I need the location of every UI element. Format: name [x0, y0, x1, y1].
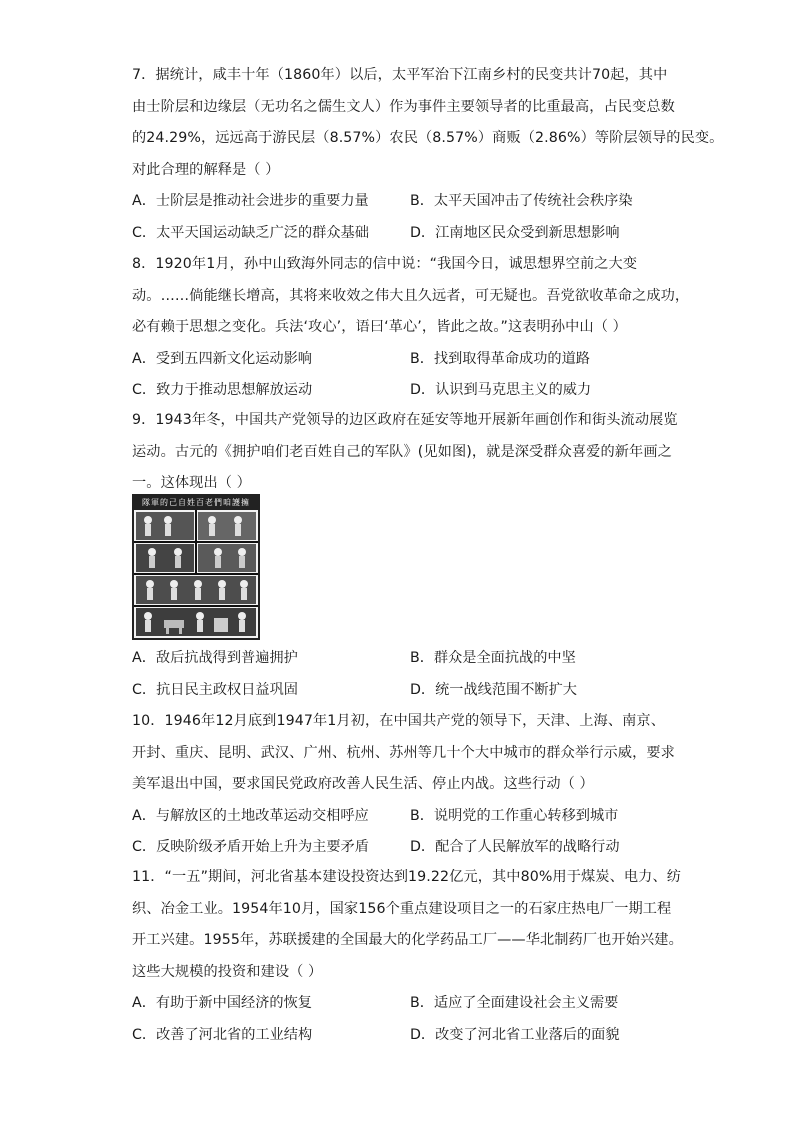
question-11-options-row-1	[132, 988, 692, 1020]
question-10-option-d[interactable]: D．配合了人民解放军的战略行动	[410, 839, 620, 855]
question-8-line-3: 必有赖于思想之变化。兵法‘攻心’，语曰‘革心’，皆此之故。”这表明孙中山（ ）	[132, 319, 627, 335]
question-7-line-1: 7．据统计，咸丰十年（1860年）以后，太平军治下江南乡村的民变共计70起，其中	[132, 67, 668, 83]
question-9-line-3: 一。这体现出（ ）	[132, 475, 251, 491]
question-9-option-a[interactable]: A．敌后抗战得到普遍拥护	[132, 650, 298, 666]
question-8	[132, 249, 692, 407]
question-11-line-2: 织、冶金工业。1954年10月，国家156个重点建设项目之一的石家庄热电厂一期工程	[132, 900, 672, 917]
question-9-option-d[interactable]: D．统一战线范围不断扩大	[410, 681, 577, 698]
question-7	[132, 60, 724, 249]
question-11-option-c[interactable]: C．改善了河北省的工业结构	[132, 1026, 313, 1043]
question-8-line-2: 动。……倘能继长增高，其将来收效之伟大且久远者，可无疑也。吾党欲收革命之成功，	[132, 287, 690, 304]
question-10	[132, 706, 692, 864]
question-10-line-2: 开封、重庆、昆明、武汉、广州、杭州、苏州等几十个大中城市的群众举行示威，要求	[132, 744, 675, 761]
question-9-line-1: 9．1943年冬，中国共产党领导的边区政府在延安等地开展新年画创作和街头流动展览	[132, 412, 678, 428]
question-7-option-c[interactable]: C．太平天国运动缺乏广泛的群众基础	[132, 224, 369, 241]
question-9	[132, 405, 692, 500]
question-9-options	[132, 643, 692, 706]
question-7-option-b[interactable]: B．太平天国冲击了传统社会秩序染	[410, 193, 633, 209]
question-11-option-b[interactable]: B．适应了全面建设社会主义需要	[410, 995, 619, 1011]
question-8-options-row-1	[132, 344, 692, 376]
question-10-options-row-1	[132, 801, 692, 833]
question-8-line-1: 8．1920年1月，孙中山致海外同志的信中说：“我国今日，诚思想界空前之大变	[132, 256, 638, 272]
question-8-option-d[interactable]: D．认识到马克思主义的威力	[410, 382, 592, 398]
question-10-line-3: 美军退出中国，要求国民党政府改善人民生活、停止内战。这些行动（ ）	[132, 776, 594, 792]
question-11-options-row-2	[132, 1020, 692, 1052]
question-8-option-b[interactable]: B．找到取得革命成功的道路	[410, 350, 590, 367]
question-7-line-2: 由士阶层和边缘层（无功名之儒生文人）作为事件主要领导者的比重最高，占民变总数	[132, 98, 675, 115]
question-10-options-row-2	[132, 832, 692, 864]
question-7-options-row-1	[132, 186, 692, 218]
question-7-line-4: 对此合理的解释是（ ）	[132, 161, 280, 178]
question-9-option-b[interactable]: B．群众是全面抗战的中坚	[410, 650, 576, 666]
question-8-option-a[interactable]: A．受到五四新文化运动影响	[132, 350, 312, 367]
question-9-options-row-2	[132, 675, 692, 707]
question-11-option-d[interactable]: D．改变了河北省工业落后的面貌	[410, 1026, 620, 1043]
question-11-line-3: 开工兴建。1955年，苏联援建的全国最大的化学药品工厂——华北制药厂也开始兴建。	[132, 932, 683, 948]
question-7-option-d[interactable]: D．江南地区民众受到新思想影响	[410, 224, 620, 241]
question-8-options-row-2	[132, 375, 692, 407]
question-9-options-row-1	[132, 643, 692, 675]
question-8-option-c[interactable]: C．致力于推动思想解放运动	[132, 382, 313, 398]
question-11	[132, 862, 692, 1051]
woodcut-new-year-print-icon	[132, 494, 260, 640]
question-10-option-a[interactable]: A．与解放区的土地改革运动交相呼应	[132, 807, 369, 824]
question-10-option-b[interactable]: B．说明党的工作重心转移到城市	[410, 807, 619, 824]
woodcut-panels	[134, 510, 258, 638]
question-9-option-c[interactable]: C．抗日民主政权日益巩固	[132, 681, 298, 698]
question-9-line-2: 运动。古元的《拥护咱们老百姓自己的军队》(见如图)，就是深受群众喜爱的新年画之	[132, 443, 672, 460]
question-7-options-row-2	[132, 218, 692, 250]
figure-banner: 隊軍的己自姓百老們咱護擁	[134, 496, 258, 510]
question-7-option-a[interactable]: A．士阶层是推动社会进步的重要力量	[132, 193, 369, 209]
question-11-line-4: 这些大规模的投资和建设（ ）	[132, 963, 323, 980]
question-10-line-1: 10．1946年12月底到1947年1月初，在中国共产党的领导下，天津、上海、南京、	[132, 713, 665, 729]
question-7-line-3: 的24.29%，远远高于游民层（8.57%）农民（8.57%）商贩（2.86%）等阶层领导的民变。	[132, 130, 724, 146]
question-10-option-c[interactable]: C．反映阶级矛盾开始上升为主要矛盾	[132, 839, 369, 855]
question-11-line-1: 11．“一五”期间，河北省基本建设投资达到19.22亿元，其中80%用于煤炭、电力、纺	[132, 869, 682, 885]
question-11-option-a[interactable]: A．有助于新中国经济的恢复	[132, 995, 312, 1011]
